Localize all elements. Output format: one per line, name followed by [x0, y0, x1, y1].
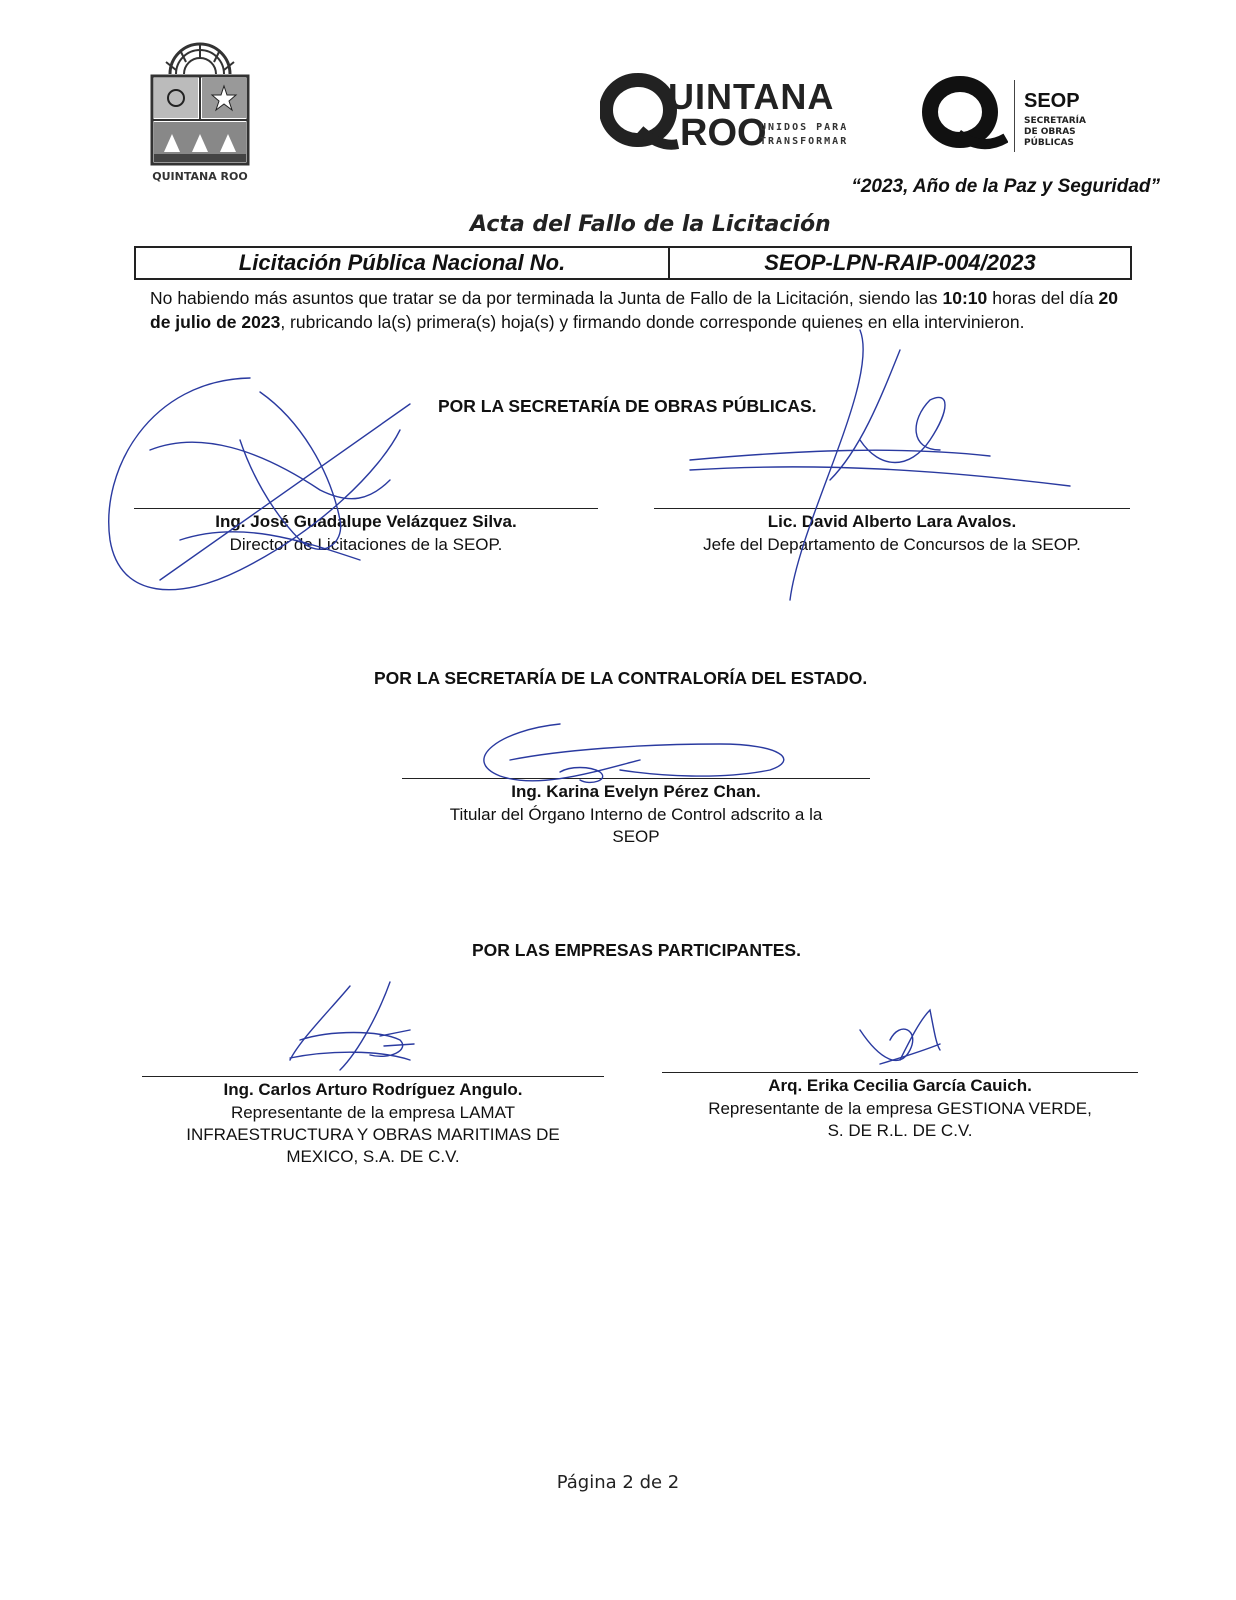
para-text-1: No habiendo más asuntos que tratar se da por terminada la Junta de Fallo de la Licitación, siendo las: [150, 288, 943, 308]
signatory-3-role-2: SEOP: [612, 827, 660, 846]
para-time: 10:10: [942, 288, 988, 308]
brand-line-2: ROO: [680, 112, 767, 154]
signatory-3-role-1: Titular del Órgano Interno de Control adscrito a la: [449, 805, 823, 824]
signature-line-3: [402, 778, 870, 779]
licitacion-table: [134, 246, 1132, 280]
brand-line-1: UINTANA: [668, 76, 835, 117]
licitacion-number: SEOP-LPN-RAIP-004/2023: [764, 250, 1036, 275]
section-contraloria-heading: POR LA SECRETARÍA DE LA CONTRALORÍA DEL ESTADO.: [374, 668, 868, 688]
signatory-4-name: Ing. Carlos Arturo Rodríguez Angulo.: [223, 1080, 523, 1099]
signatory-3-name: Ing. Karina Evelyn Pérez Chan.: [511, 782, 761, 801]
quintana-roo-brand-logo: [600, 70, 860, 154]
seop-q-icon: [922, 76, 1008, 152]
signatory-5-name: Arq. Erika Cecilia García Cauich.: [768, 1076, 1032, 1095]
handwritten-signature-1: [109, 378, 400, 590]
section-seop-heading: POR LA SECRETARÍA DE OBRAS PÚBLICAS.: [438, 396, 817, 416]
signatory-4-role-1: Representante de la empresa LAMAT: [230, 1103, 516, 1122]
seop-full-1: SECRETARÍA: [1024, 116, 1086, 126]
section-empresas-heading: POR LAS EMPRESAS PARTICIPANTES.: [472, 940, 801, 960]
state-coat-of-arms-icon: [140, 40, 260, 172]
seop-logo: [922, 76, 1112, 156]
signatory-5-role-1: Representante de la empresa GESTIONA VERDE,: [708, 1099, 1092, 1118]
brand-tagline-1: UNIDOS PARA: [760, 122, 849, 133]
licitacion-label: Licitación Pública Nacional No.: [136, 248, 670, 278]
para-text-2: horas del día: [987, 288, 1099, 308]
para-text-3: , rubricando la(s) primera(s) hoja(s) y firmando donde corresponde quienes en ella intervinieron.: [280, 312, 1025, 332]
signatory-1-name: Ing. José Guadalupe Velázquez Silva.: [215, 512, 517, 531]
document-title: Acta del Fallo de la Licitación: [470, 212, 831, 237]
signatory-2-role: Jefe del Departamento de Concursos de la SEOP.: [703, 535, 1081, 554]
signature-line-5: [662, 1072, 1138, 1073]
handwritten-signature-3: [484, 724, 640, 781]
year-motto: “2023, Año de la Paz y Seguridad”: [851, 176, 1160, 197]
para-date: 20 de julio de 2023: [150, 288, 1118, 332]
seop-full-2: DE OBRAS: [1024, 127, 1076, 137]
page-number: Página 2 de 2: [556, 1472, 680, 1493]
state-logo: [140, 40, 260, 190]
seop-full-3: PÚBLICAS: [1024, 138, 1074, 148]
handwritten-signature-2: [690, 450, 990, 460]
signatory-5-role-2: S. DE R.L. DE C.V.: [827, 1121, 973, 1140]
brand-tagline-2: TRANSFORMAR: [760, 136, 849, 147]
state-logo-caption: QUINTANA ROO: [152, 170, 248, 183]
signature-line-1: [134, 508, 598, 509]
closing-paragraph: [150, 286, 1118, 334]
signatory-4-role-2: INFRAESTRUCTURA Y OBRAS MARITIMAS DE: [186, 1125, 560, 1144]
signatory-2-name: Lic. David Alberto Lara Avalos.: [767, 512, 1017, 531]
signature-line-2: [654, 508, 1130, 509]
seop-divider: [1014, 80, 1015, 152]
handwritten-signature-5: [860, 1029, 913, 1060]
seop-acronym: SEOP: [1024, 90, 1080, 112]
signatory-1-role: Director de Licitaciones de la SEOP.: [229, 535, 503, 554]
signature-line-4: [142, 1076, 604, 1077]
signatory-4-role-3: MEXICO, S.A. DE C.V.: [286, 1147, 460, 1166]
handwritten-signature-4: [290, 986, 350, 1060]
